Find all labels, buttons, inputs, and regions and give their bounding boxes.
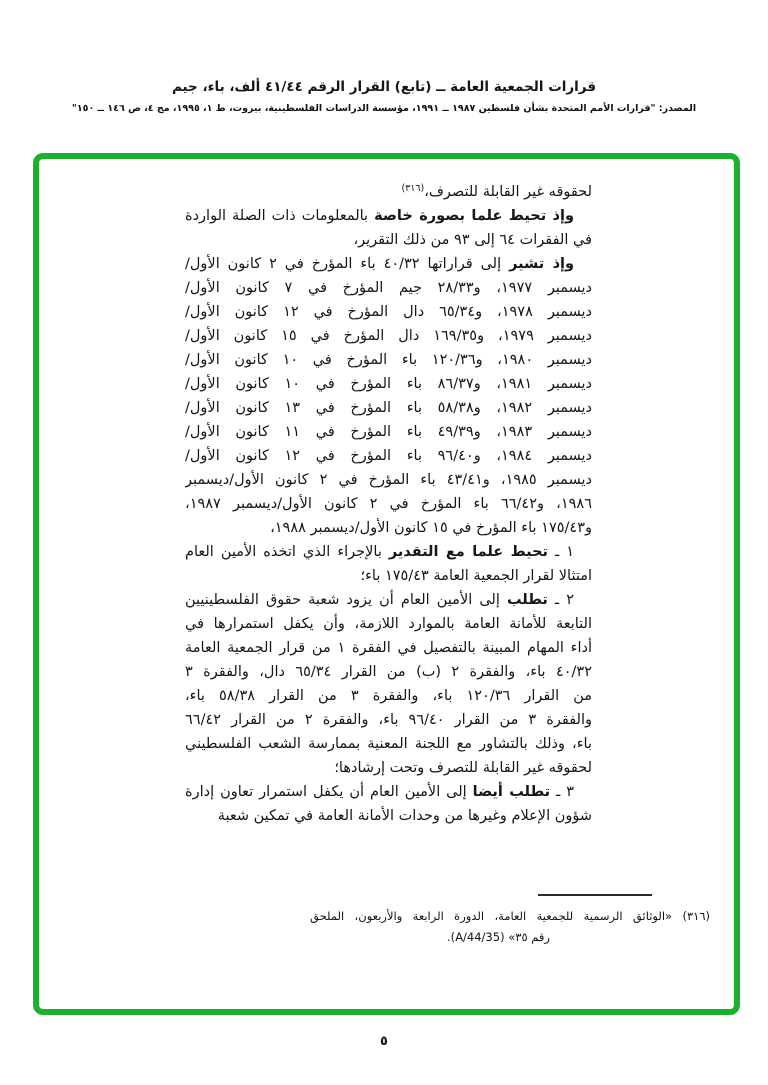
text-segment: إلى الأمين العام أن يكفل استمرار تعاون إدارة: [185, 784, 473, 800]
emphasized-text: وإذ تحيط علما بصورة خاصة: [374, 208, 574, 224]
text-line: [185, 708, 592, 732]
text-line: [185, 492, 592, 516]
footnote-reference: (٣١٦): [401, 183, 425, 194]
emphasized-text: وإذ تشير: [509, 256, 574, 272]
text-segment: لحقوقه غير القابلة للتصرف وتحت إرشادها؛: [334, 760, 592, 776]
footnote-divider: [538, 894, 652, 896]
text-line: [185, 588, 592, 612]
text-segment: باء، وذلك بالتشاور مع اللجنة المعنية بممارسة الشعب الفلسطيني: [185, 736, 592, 752]
resolution-text-block: [185, 180, 592, 828]
page-title: قرارات الجمعية العامة ــ (تابع) القرار الرقم ٤١/٤٤ ألف، باء، جيم: [171, 79, 597, 95]
page-number: ٥: [380, 1034, 388, 1049]
text-segment: والفقرة ٣ من القرار ٩٦/٤٠ باء، والفقرة ٢ من القرار ٦٦/٤٢: [185, 712, 592, 728]
emphasized-text: تطلب أيضا: [472, 784, 551, 800]
text-segment: لحقوقه غير القابلة للتصرف،: [424, 184, 592, 200]
text-line: [185, 636, 592, 660]
text-line: [185, 612, 592, 636]
text-segment: امتثالا لقرار الجمعية العامة ١٧٥/٤٣ باء؛: [360, 568, 592, 584]
text-line: [185, 204, 592, 228]
text-segment: ديسمبر ١٩٧٨، و٦٥/٣٤ دال المؤرخ في ١٢ كانون الأول/: [185, 304, 592, 320]
text-line: [185, 660, 592, 684]
text-line: [185, 348, 592, 372]
footnote-line-1: (٣١٦) «الوثائق الرسمية للجمعية العامة، الدورة الرابعة والأربعون، الملحق: [310, 909, 710, 923]
source-citation: المصدر: "قرارات الأمم المتحدة بشأن فلسطين ١٩٨٧ ــ ١٩٩١، مؤسسة الدراسات الفلسطينية، بيروت، ط ١، ١٩٩٥، مج ٤، ص ١٤٦ ــ ١٥٠": [71, 103, 697, 114]
text-line: [185, 228, 592, 252]
text-line: [185, 756, 592, 780]
text-segment: بالمعلومات ذات الصلة الواردة: [185, 208, 375, 224]
text-segment: من القرار ١٢٠/٣٦ باء، والفقرة ٣ من القرار ٥٨/٣٨ باء،: [185, 688, 592, 704]
text-segment: ١ ـ: [547, 544, 575, 560]
emphasized-text: تطلب: [506, 592, 548, 608]
text-line: [185, 324, 592, 348]
text-line: [185, 540, 592, 564]
footnote: [310, 906, 710, 948]
text-line: [185, 420, 592, 444]
text-segment: و١٧٥/٤٣ باء المؤرخ في ١٥ كانون الأول/ديسمبر ١٩٨٨،: [270, 520, 592, 536]
text-segment: أداء المهام المبينة بالتفصيل في الفقرة ١ من قرار الجمعية العامة: [185, 640, 592, 656]
text-line: [185, 564, 592, 588]
text-segment: ٣ ـ: [550, 784, 574, 800]
text-line: [185, 276, 592, 300]
text-segment: بالإجراء الذي اتخذه الأمين العام: [185, 544, 389, 560]
text-segment: ٤٠/٣٢ باء، والفقرة ٢ (ب) من القرار ٦٥/٣٤ دال، والفقرة ٣: [185, 664, 592, 680]
text-line: [185, 732, 592, 756]
text-segment: ١٩٨٦، و٦٦/٤٢ باء المؤرخ في ٢ كانون الأول/ديسمبر ١٩٨٧،: [185, 496, 592, 512]
text-line: [185, 468, 592, 492]
footnote-line-2: رقم ٣٥» (A/44/35).: [447, 930, 550, 944]
text-line: [185, 444, 592, 468]
text-line: [185, 180, 592, 204]
text-segment: ديسمبر ١٩٨٠، و١٢٠/٣٦ باء المؤرخ في ١٠ كانون الأول/: [185, 352, 592, 368]
text-line: [185, 684, 592, 708]
text-segment: ديسمبر ١٩٨٥، و٤٣/٤١ باء المؤرخ في ٢ كانون الأول/ديسمبر: [185, 472, 592, 488]
text-segment: التابعة للأمانة العامة بالموارد اللازمة، وأن يكفل استمرارها في: [185, 616, 592, 632]
text-segment: ديسمبر ١٩٨٢، و٥٨/٣٨ باء المؤرخ في ١٣ كانون الأول/: [185, 400, 592, 416]
text-line: [185, 300, 592, 324]
text-line: [185, 804, 592, 828]
text-segment: ديسمبر ١٩٨٣، و٤٩/٣٩ باء المؤرخ في ١١ كانون الأول/: [185, 424, 592, 440]
text-segment: إلى الأمين العام أن يزود شعبة حقوق الفلسطينيين: [185, 592, 507, 608]
text-line: [185, 780, 592, 804]
text-segment: شؤون الإعلام وغيرها من وحدات الأمانة العامة في تمكين شعبة: [217, 808, 592, 824]
text-segment: ديسمبر ١٩٧٧، و٢٨/٣٣ جيم المؤرخ في ٧ كانون الأول/: [185, 280, 592, 296]
text-segment: ديسمبر ١٩٧٩، و١٦٩/٣٥ دال المؤرخ في ١٥ كانون الأول/: [185, 328, 592, 344]
text-line: [185, 372, 592, 396]
text-segment: إلى قراراتها ٤٠/٣٢ باء المؤرخ في ٢ كانون الأول/: [185, 256, 510, 272]
text-segment: في الفقرات ٦٤ إلى ٩٣ من ذلك التقرير،: [353, 232, 592, 248]
text-segment: ديسمبر ١٩٨١، و٨٦/٣٧ باء المؤرخ في ١٠ كانون الأول/: [185, 376, 592, 392]
text-line: [185, 396, 592, 420]
text-line: [185, 516, 592, 540]
text-line: [185, 252, 592, 276]
text-segment: ديسمبر ١٩٨٤، و٩٦/٤٠ باء المؤرخ في ١٢ كانون الأول/: [185, 448, 592, 464]
emphasized-text: تحيط علما مع التقدير: [388, 544, 548, 560]
text-segment: ٢ ـ: [547, 592, 575, 608]
